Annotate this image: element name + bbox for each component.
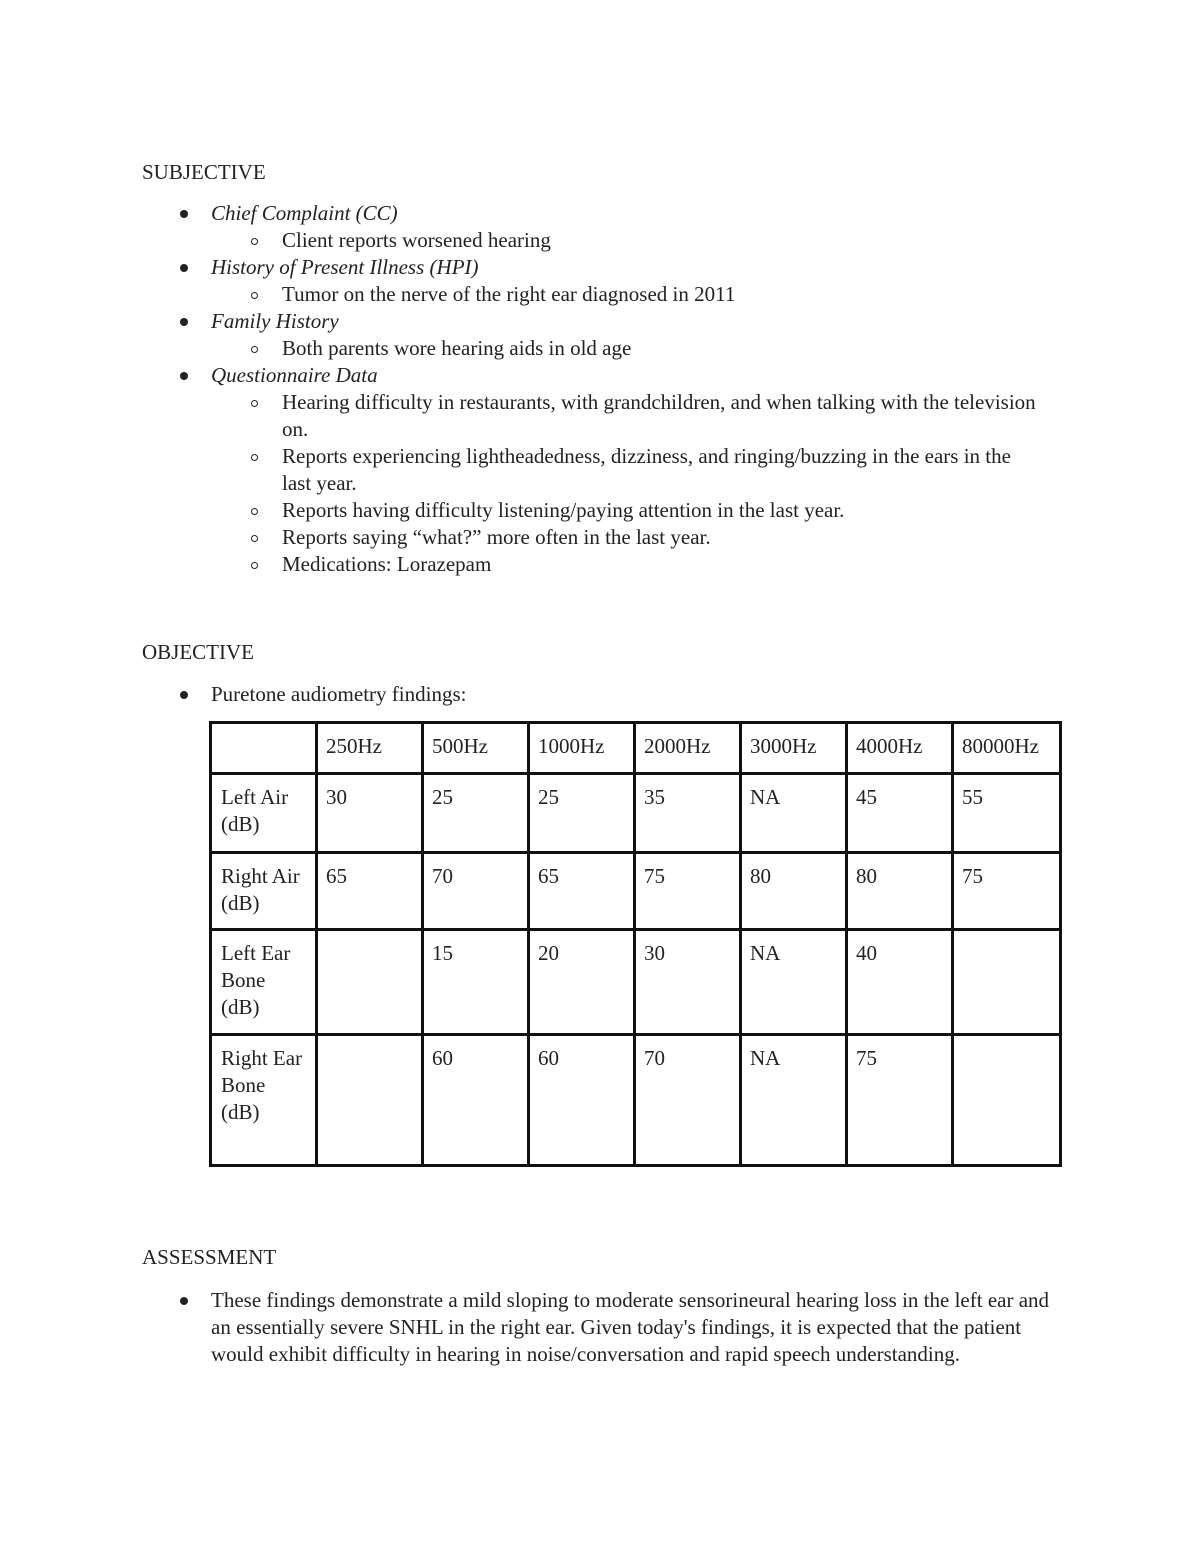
table-header-cell: 500Hz: [423, 723, 529, 774]
table-header-cell: 3000Hz: [741, 723, 847, 774]
table-cell: 30: [635, 930, 741, 1035]
row-label: Left Ear Bone (dB): [211, 930, 317, 1035]
family-history-label: Family History: [211, 309, 339, 333]
table-cell: 60: [529, 1035, 635, 1166]
table-cell: [317, 930, 423, 1035]
table-cell: 80: [741, 853, 847, 930]
table-row: [211, 930, 1061, 1035]
chief-complaint-label: Chief Complaint (CC): [211, 201, 398, 225]
list-subitem: Tumor on the nerve of the right ear diagnosed in 2011: [211, 281, 1042, 308]
list-subitem: Reports experiencing lightheadedness, dizziness, and ringing/buzzing in the ears in the last year.: [211, 443, 1042, 497]
table-header-cell: [211, 723, 317, 774]
assessment-heading: ASSESSMENT: [142, 1245, 277, 1269]
table-header-cell: 250Hz: [317, 723, 423, 774]
table-cell: NA: [741, 1035, 847, 1166]
table-cell: 25: [423, 774, 529, 853]
table-cell: 40: [847, 930, 953, 1035]
table-header-cell: 1000Hz: [529, 723, 635, 774]
table-cell: 65: [317, 853, 423, 930]
table-cell: 60: [423, 1035, 529, 1166]
list-subitem: Reports having difficulty listening/paying attention in the last year.: [211, 497, 1042, 524]
list-item: [142, 254, 1062, 308]
table-cell: 80: [847, 853, 953, 930]
subjective-heading: SUBJECTIVE: [142, 160, 266, 184]
table-cell: 70: [423, 853, 529, 930]
table-cell: 65: [529, 853, 635, 930]
table-cell: 75: [847, 1035, 953, 1166]
list-subitem: Client reports worsened hearing: [211, 227, 1042, 254]
list-subitem: Reports saying “what?” more often in the last year.: [211, 524, 1042, 551]
questionnaire-label: Questionnaire Data: [211, 363, 378, 387]
table-header-row: [211, 723, 1061, 774]
list-item: [142, 362, 1062, 578]
table-cell: [953, 930, 1061, 1035]
list-item: Puretone audiometry findings:: [142, 681, 1062, 708]
objective-heading: OBJECTIVE: [142, 640, 254, 664]
table-cell: 75: [953, 853, 1061, 930]
table-row: [211, 774, 1061, 853]
table-header-cell: 80000Hz: [953, 723, 1061, 774]
table-cell: 15: [423, 930, 529, 1035]
table-cell: [953, 1035, 1061, 1166]
audiometry-table: [209, 721, 1062, 1167]
table-header-cell: 2000Hz: [635, 723, 741, 774]
row-label: Left Air (dB): [211, 774, 317, 853]
table-cell: 35: [635, 774, 741, 853]
table-cell: [317, 1035, 423, 1166]
table-cell: 25: [529, 774, 635, 853]
table-cell: 55: [953, 774, 1061, 853]
list-subitem: Hearing difficulty in restaurants, with grandchildren, and when talking with the television on.: [211, 389, 1042, 443]
assessment-list: [142, 1287, 1062, 1368]
table-cell: NA: [741, 774, 847, 853]
list-subitem: Both parents wore hearing aids in old age: [211, 335, 1042, 362]
list-item: These findings demonstrate a mild sloping to moderate sensorineural hearing loss in the left ear and an essentially severe SNHL in the right ear. Given today's findings, it is expected that the patient would exhibit difficulty in hearing in noise/conversation and rapid speech understanding.: [142, 1287, 1051, 1368]
table-cell: 75: [635, 853, 741, 930]
table-cell: 20: [529, 930, 635, 1035]
table-row: [211, 1035, 1061, 1166]
table-header-cell: 4000Hz: [847, 723, 953, 774]
table-cell: 70: [635, 1035, 741, 1166]
list-item: [142, 308, 1062, 362]
table-cell: 30: [317, 774, 423, 853]
table-row: [211, 853, 1061, 930]
list-item: [142, 200, 1062, 254]
objective-list: [142, 681, 1062, 708]
list-subitem: Medications: Lorazepam: [211, 551, 1042, 578]
hpi-label: History of Present Illness (HPI): [211, 255, 479, 279]
subjective-list: [142, 200, 1062, 578]
table-cell: NA: [741, 930, 847, 1035]
row-label: Right Air (dB): [211, 853, 317, 930]
row-label: Right Ear Bone (dB): [211, 1035, 317, 1166]
table-cell: 45: [847, 774, 953, 853]
